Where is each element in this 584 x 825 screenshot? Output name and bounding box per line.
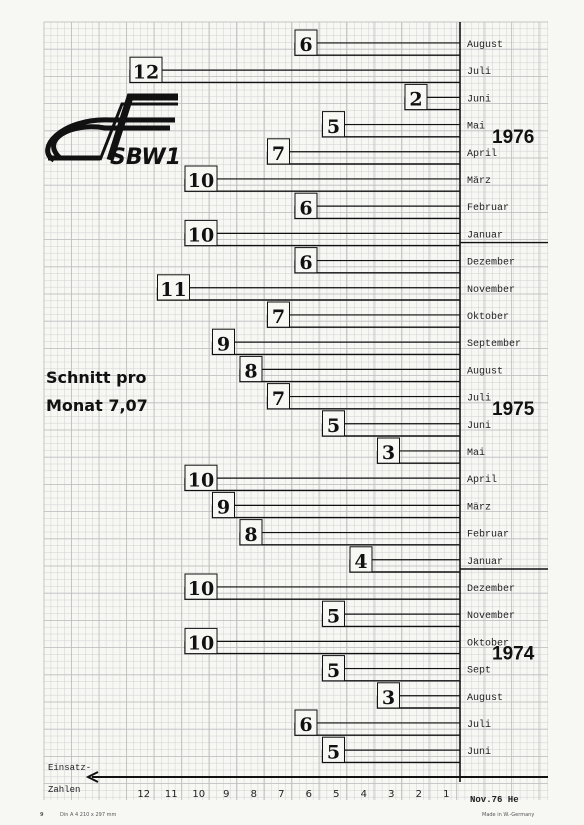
x-tick: 4	[360, 789, 367, 800]
bar-value-label: 5	[326, 741, 341, 764]
bar	[185, 628, 460, 654]
bar-value-label: 4	[354, 551, 368, 573]
year-label: 1975	[492, 398, 535, 420]
month-label: Juli	[467, 393, 492, 405]
x-tick: 11	[164, 789, 178, 800]
average-label-line1: Schnitt pro	[46, 368, 147, 387]
x-tick: 12	[137, 789, 151, 800]
logo-text: SBW1	[110, 145, 181, 170]
bar	[268, 139, 461, 165]
bar-value-label: 10	[187, 578, 215, 601]
bar	[185, 166, 460, 192]
bar	[268, 384, 461, 410]
x-tick: 5	[333, 789, 340, 800]
bar-value-label: 5	[326, 659, 341, 682]
bar-value-label: 5	[326, 415, 341, 437]
bar	[405, 84, 460, 110]
month-label: Januar	[467, 230, 504, 242]
month-label: August	[467, 39, 504, 51]
sbw1-logo	[48, 97, 181, 170]
bar-value-label: 8	[244, 523, 258, 546]
month-label: Mai	[467, 447, 486, 459]
x-tick: 7	[278, 789, 285, 800]
bar	[378, 438, 461, 464]
bar	[350, 547, 460, 573]
month-label: Juni	[467, 94, 492, 106]
bar-value-label: 12	[132, 61, 160, 84]
month-label: Juni	[467, 747, 492, 759]
bar-value-label: 6	[299, 714, 313, 737]
month-label: März	[467, 502, 492, 514]
bar	[213, 329, 461, 355]
x-axis-label-1: Einsatz-	[48, 763, 92, 773]
month-label: Dezember	[467, 257, 516, 269]
bar	[323, 112, 461, 138]
bar-value-label: 5	[326, 605, 341, 628]
month-label: März	[467, 175, 492, 187]
month-label: November	[467, 284, 516, 296]
month-label: Mai	[467, 121, 486, 133]
month-label: Juli	[467, 719, 492, 731]
bar	[323, 656, 461, 682]
bar-value-label: 10	[187, 469, 215, 492]
bar-value-label: 3	[381, 687, 396, 709]
month-label: September	[467, 339, 522, 351]
average-label-line2: Monat 7,07	[46, 396, 148, 415]
x-tick: 9	[223, 789, 230, 800]
page-number: 9	[40, 812, 44, 818]
bar	[378, 683, 461, 709]
bar-value-label: 9	[216, 333, 231, 356]
x-tick: 2	[415, 789, 422, 800]
bar-value-label: 6	[299, 34, 313, 57]
bar	[185, 465, 460, 491]
bar-value-label: 6	[299, 197, 313, 220]
bar-value-label: 11	[160, 279, 187, 301]
bar	[268, 302, 461, 328]
x-tick: 8	[250, 789, 257, 800]
bar-value-label: 10	[187, 224, 215, 247]
bar-value-label: 6	[299, 251, 313, 274]
month-label: August	[467, 692, 504, 704]
signature: Nov.76 He	[470, 795, 519, 805]
month-label: Sept	[467, 665, 492, 677]
bar	[185, 574, 460, 600]
bar-value-label: 7	[271, 306, 286, 329]
bar	[130, 57, 460, 83]
bar	[185, 220, 460, 246]
month-label: Dezember	[467, 583, 516, 595]
x-axis-label-2: Zahlen	[48, 785, 81, 795]
bar-value-label: 7	[271, 387, 286, 410]
made-in: Made in W.-Germany	[482, 812, 535, 818]
month-label: November	[467, 611, 516, 623]
bar	[323, 737, 461, 763]
month-label: Februar	[467, 203, 510, 215]
month-label: April	[467, 475, 498, 487]
bar-value-label: 9	[216, 496, 231, 519]
bar	[240, 520, 460, 546]
year-label: 1976	[492, 126, 535, 148]
bar-value-label: 2	[409, 88, 423, 111]
bar-value-label: 7	[271, 143, 286, 165]
bar	[323, 601, 461, 627]
bar-value-label: 5	[326, 115, 341, 138]
x-tick: 10	[192, 789, 206, 800]
paper-format: Din A 4 210 x 297 mm	[60, 812, 117, 818]
year-label: 1974	[492, 643, 535, 665]
month-label: Oktober	[467, 638, 510, 650]
month-label: Juni	[467, 420, 492, 432]
bars	[130, 30, 460, 763]
x-tick: 6	[305, 789, 312, 800]
month-label: Januar	[467, 556, 504, 568]
x-tick: 3	[388, 789, 395, 800]
month-label: Juli	[467, 67, 492, 79]
bar-value-label: 8	[244, 360, 258, 383]
month-label: Februar	[467, 529, 510, 541]
bar	[240, 356, 460, 382]
month-label: Oktober	[467, 311, 510, 323]
x-tick: 1	[443, 789, 450, 800]
bar	[323, 411, 461, 437]
bar	[213, 492, 461, 518]
bar-value-label: 10	[187, 632, 215, 655]
bar-value-label: 3	[381, 442, 396, 465]
bar-value-label: 10	[187, 170, 215, 193]
month-label: April	[467, 148, 498, 160]
month-label: August	[467, 366, 504, 378]
